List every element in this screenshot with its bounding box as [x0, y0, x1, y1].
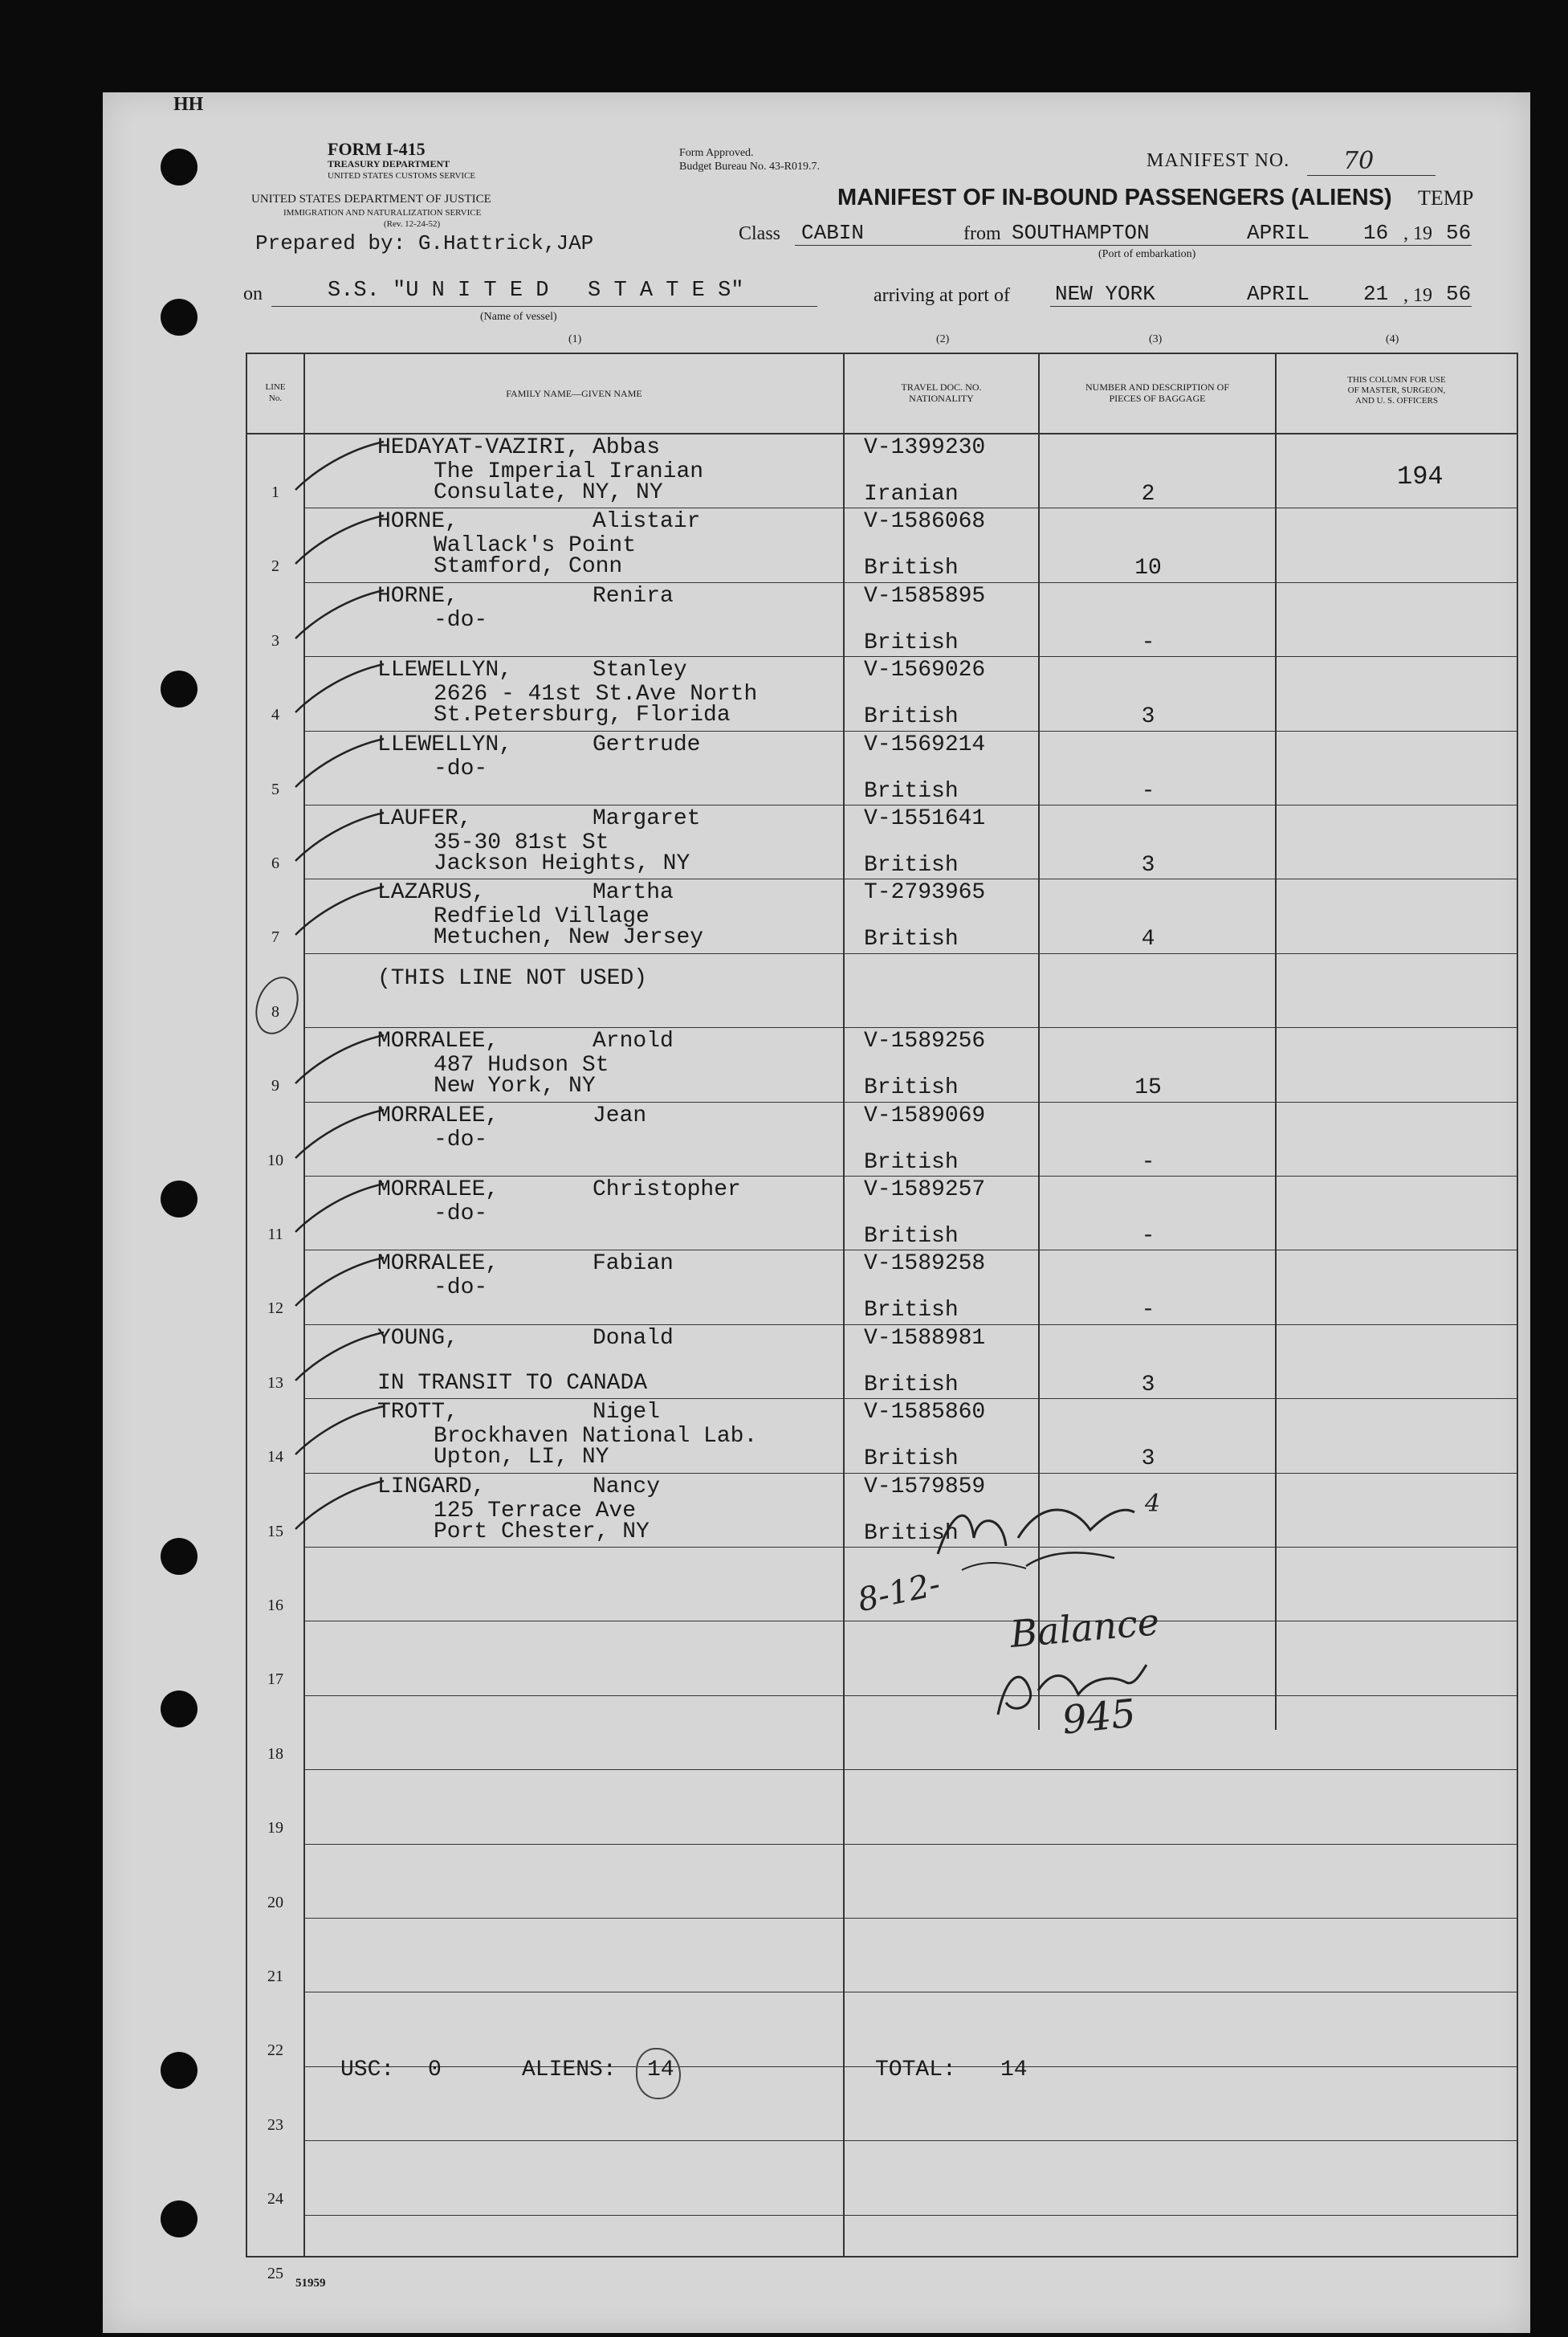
check-tick	[291, 1106, 388, 1162]
arriving-label: arriving at port of	[874, 285, 1010, 306]
col3-number: (3)	[1149, 333, 1163, 345]
passenger-address-1: -do-	[434, 1128, 488, 1152]
punch-hole	[161, 299, 198, 336]
travel-doc-number: V-1589256	[864, 1029, 986, 1054]
passenger-family-name: LLEWELLYN,	[377, 732, 513, 757]
baggage-column-divider	[1275, 353, 1277, 1730]
check-tick	[291, 1328, 388, 1385]
passenger-given-name: Stanley	[593, 658, 687, 683]
passenger-given-name: Margaret	[593, 806, 701, 831]
passenger-address-1: The Imperial Iranian	[434, 459, 704, 484]
baggage-count: -	[1141, 630, 1155, 655]
baggage-count: 2	[1141, 482, 1155, 507]
punch-hole	[161, 2052, 198, 2089]
travel-doc-number: V-1569026	[864, 658, 986, 683]
passenger-given-name: Nancy	[593, 1474, 661, 1499]
temp-mark: TEMP	[1418, 186, 1474, 210]
passenger-given-name: Jean	[593, 1103, 647, 1128]
total-label: TOTAL:	[875, 2058, 956, 2082]
punch-hole	[161, 1181, 198, 1217]
passenger-address-2: Jackson Heights, NY	[434, 851, 690, 876]
passenger-family-name: LLEWELLYN,	[377, 658, 513, 683]
passenger-family-name: HORNE,	[377, 584, 458, 609]
depart-year: 56	[1446, 221, 1472, 245]
arrive-year-prefix: , 19	[1403, 285, 1432, 306]
passenger-address-1: Redfield Village	[434, 904, 650, 929]
baggage-count: -	[1141, 1150, 1155, 1175]
line-number: 22	[267, 2041, 283, 2059]
check-tick	[291, 1254, 388, 1310]
row-divider	[305, 582, 1517, 583]
manifest-label: MANIFEST NO.	[1146, 150, 1290, 171]
line-number: 7	[271, 928, 279, 946]
passenger-address-1: -do-	[434, 1275, 488, 1300]
passenger-given-name: Nigel	[593, 1400, 661, 1425]
manifest-number: 70	[1343, 147, 1375, 175]
passenger-address-2: Port Chester, NY	[434, 1519, 650, 1544]
passenger-family-name: TROTT,	[377, 1400, 458, 1425]
punch-hole	[161, 1691, 198, 1727]
travel-doc-number: V-1589258	[864, 1251, 986, 1276]
baggage-count: 3	[1141, 1372, 1155, 1397]
nationality: British	[864, 1521, 959, 1546]
row-divider	[305, 953, 1517, 954]
nationality: Iranian	[864, 482, 959, 507]
row-divider	[305, 1027, 1517, 1028]
manifest-page	[103, 92, 1530, 2333]
passenger-given-name: Fabian	[593, 1251, 674, 1276]
passenger-address-1: 2626 - 41st St.Ave North	[434, 682, 758, 707]
usc-label: USC:	[340, 2058, 395, 2082]
passenger-given-name: Abbas	[593, 435, 661, 460]
check-tick	[291, 1180, 388, 1236]
line-number: 4	[271, 706, 279, 724]
row-divider	[305, 2140, 1517, 2141]
line-number: 24	[267, 2190, 283, 2208]
check-tick	[291, 438, 388, 494]
line-number: 3	[271, 632, 279, 650]
passenger-address-2: Upton, LI, NY	[434, 1445, 609, 1470]
travel-doc-number: V-1551641	[864, 806, 986, 831]
line-number: 21	[267, 1968, 283, 1985]
check-tick	[291, 735, 388, 791]
nationality: British	[864, 1298, 959, 1323]
travel-doc-number: V-1585860	[864, 1400, 986, 1425]
baggage-count: 10	[1134, 556, 1162, 581]
arrive-day: 21	[1363, 282, 1389, 306]
passenger-address-2: Consulate, NY, NY	[434, 480, 663, 505]
line-number: 11	[267, 1226, 283, 1243]
passenger-address-2: New York, NY	[434, 1074, 596, 1099]
line-number: 17	[267, 1670, 283, 1688]
travel-doc-number: V-1588981	[864, 1326, 986, 1351]
baggage-count: -	[1141, 1224, 1155, 1249]
form-number: FORM I-415	[328, 139, 426, 159]
baggage-count: 3	[1141, 704, 1155, 729]
check-tick	[291, 809, 388, 865]
passenger-given-name: Christopher	[593, 1177, 741, 1202]
passenger-family-name: LAZARUS,	[377, 880, 486, 905]
passenger-given-name: Alistair	[593, 509, 701, 534]
nationality: British	[864, 1075, 959, 1100]
form-approved: Form Approved.	[679, 147, 754, 159]
check-tick	[291, 1402, 388, 1458]
line-number: 19	[267, 1819, 283, 1837]
customs-service: UNITED STATES CUSTOMS SERVICE	[328, 171, 476, 181]
handwritten-signature	[930, 1490, 1138, 1578]
passenger-family-name: LINGARD,	[377, 1474, 486, 1499]
baggage-count: -	[1141, 779, 1155, 804]
on-label: on	[243, 283, 263, 304]
line-number: 23	[267, 2116, 283, 2134]
check-tick	[291, 586, 388, 642]
punch-hole	[161, 1538, 198, 1575]
table-right-border	[1517, 353, 1518, 2257]
row-divider	[305, 1473, 1517, 1474]
handwritten-date: 8-12-	[854, 1565, 944, 1620]
vessel-underline	[271, 306, 817, 307]
punch-hole	[161, 671, 198, 708]
line-number: 14	[267, 1448, 283, 1466]
passenger-family-name: LAUFER,	[377, 806, 472, 831]
total-value: 14	[1000, 2058, 1028, 2082]
revision: (Rev. 12-24-52)	[384, 219, 441, 229]
aliens-value: 14	[647, 2058, 674, 2082]
line-number: 20	[267, 1894, 283, 1911]
line-number: 18	[267, 1745, 283, 1763]
row-divider	[305, 1918, 1517, 1919]
col2-number: (2)	[936, 333, 950, 345]
passenger-family-name: HORNE,	[377, 509, 458, 534]
travel-doc-number: V-1399230	[864, 435, 986, 460]
passenger-address-2: Metuchen, New Jersey	[434, 925, 704, 950]
travel-doc-number: V-1586068	[864, 509, 986, 534]
budget-bureau: Budget Bureau No. 43-R019.7.	[679, 161, 820, 173]
passenger-given-name: Gertrude	[593, 732, 701, 757]
row-divider	[305, 731, 1517, 732]
baggage-count: 4	[1141, 927, 1155, 952]
ins-service: IMMIGRATION AND NATURALIZATION SERVICE	[283, 208, 482, 218]
row-divider	[305, 1769, 1517, 1770]
footer-code: 51959	[295, 2277, 326, 2290]
nationality: British	[864, 630, 959, 655]
baggage-count: -	[1141, 1298, 1155, 1323]
class-value: CABIN	[801, 221, 865, 245]
aliens-label: ALIENS:	[522, 2058, 617, 2082]
line-number: 8	[271, 1003, 279, 1021]
row-divider	[305, 1176, 1517, 1177]
check-tick	[291, 1477, 388, 1533]
row-divider	[305, 1398, 1517, 1399]
table-bottom-border	[246, 2256, 1518, 2257]
corner-mark: HH	[173, 94, 204, 115]
officer-number: 194	[1397, 462, 1444, 491]
row-divider	[305, 1695, 1517, 1696]
passenger-family-name: MORRALEE,	[377, 1251, 499, 1276]
check-tick	[291, 660, 388, 716]
passenger-address-1: -do-	[434, 757, 488, 781]
nationality: British	[864, 1446, 959, 1471]
baggage-count: 15	[1134, 1075, 1162, 1100]
passenger-given-name: Donald	[593, 1326, 674, 1351]
from-value: SOUTHAMPTON	[1012, 221, 1150, 245]
passenger-address-1: 35-30 81st St	[434, 830, 609, 855]
table-top-border	[246, 353, 1518, 354]
port-embark-note: (Port of embarkation)	[1098, 248, 1196, 260]
line-number: 25	[267, 2265, 283, 2282]
line-number: 9	[271, 1077, 279, 1095]
row-divider	[305, 1324, 1517, 1325]
check-tick	[291, 512, 388, 568]
line-number: 12	[267, 1299, 283, 1317]
nationality: British	[864, 927, 959, 952]
handwritten-balance: Balance	[1008, 1599, 1161, 1657]
line-number: 6	[271, 854, 279, 872]
row-divider	[305, 1844, 1517, 1845]
line-number: 13	[267, 1374, 283, 1392]
passenger-address-1: Wallack's Point	[434, 533, 637, 558]
passenger-family-name: MORRALEE,	[377, 1029, 499, 1054]
nationality: British	[864, 556, 959, 581]
travel-doc-number: V-1589069	[864, 1103, 986, 1128]
row-divider	[305, 805, 1517, 806]
header-baggage: NUMBER AND DESCRIPTION OF PIECES OF BAGGAGE	[1085, 381, 1230, 404]
from-underline	[1010, 245, 1472, 246]
passenger-address-1: Brockhaven National Lab.	[434, 1424, 758, 1449]
line-number: 15	[267, 1523, 283, 1540]
passenger-address-1: -do-	[434, 1201, 488, 1226]
check-tick	[291, 1031, 388, 1087]
row-divider	[305, 1547, 1517, 1548]
line-number: 1	[271, 483, 279, 501]
header-line-no: LINE No.	[265, 382, 286, 403]
punch-hole	[161, 2200, 198, 2237]
manifest-title: MANIFEST OF IN-BOUND PASSENGERS (ALIENS)	[837, 185, 1392, 210]
header-travel: TRAVEL DOC. NO. NATIONALITY	[901, 381, 982, 404]
travel-doc-number: V-1585895	[864, 584, 986, 609]
passenger-given-name: Renira	[593, 584, 674, 609]
row-divider	[305, 2215, 1517, 2216]
manifest-underline	[1307, 175, 1436, 176]
header-officers: THIS COLUMN FOR USE OF MASTER, SURGEON, AND U. S. OFFICERS	[1347, 375, 1446, 406]
travel-doc-number: V-1589257	[864, 1177, 986, 1202]
passenger-family-name: HEDAYAT-VAZIRI,	[377, 435, 580, 460]
nationality: British	[864, 1150, 959, 1175]
baggage-count: 3	[1141, 853, 1155, 878]
check-tick	[291, 883, 388, 939]
line8-circle	[248, 971, 306, 1041]
passenger-given-name: Martha	[593, 880, 674, 905]
passenger-address-2: IN TRANSIT TO CANADA	[377, 1371, 648, 1396]
table-left-border	[246, 353, 247, 2257]
handwritten-four: 4	[1145, 1490, 1161, 1518]
class-label: Class	[739, 223, 781, 244]
line-number: 10	[267, 1152, 283, 1169]
depart-year-prefix: , 19	[1403, 223, 1432, 244]
passenger-address-2: Stamford, Conn	[434, 554, 623, 579]
vessel-note: (Name of vessel)	[480, 311, 557, 323]
baggage-count: 3	[1141, 1446, 1155, 1471]
travel-doc-number: V-1569214	[864, 732, 986, 757]
nationality: British	[864, 704, 959, 729]
travel-doc-number: T-2793965	[864, 880, 986, 905]
nationality: British	[864, 779, 959, 804]
passenger-family-name: MORRALEE,	[377, 1177, 499, 1202]
col1-number: (1)	[568, 333, 582, 345]
treasury-dept: TREASURY DEPARTMENT	[328, 158, 450, 169]
row-divider	[305, 656, 1517, 657]
depart-day: 16	[1363, 221, 1389, 245]
depart-month: APRIL	[1247, 221, 1310, 245]
aliens-circle	[636, 2048, 681, 2099]
vessel-name: S.S. "U N I T E D S T A T E S"	[328, 279, 744, 303]
name-column-divider	[843, 353, 845, 2257]
passenger-family-name: YOUNG,	[377, 1326, 458, 1351]
nationality: British	[864, 853, 959, 878]
justice-dept: UNITED STATES DEPARTMENT OF JUSTICE	[251, 193, 491, 206]
prepared-by: Prepared by: G.Hattrick,JAP	[255, 231, 594, 255]
passenger-given-name: Arnold	[593, 1029, 674, 1054]
header-bottom-border	[246, 433, 1518, 434]
line-number: 16	[267, 1597, 283, 1614]
passenger-address-1: 125 Terrace Ave	[434, 1499, 637, 1523]
line-number: 5	[271, 781, 279, 798]
passenger-address-1: -do-	[434, 608, 488, 633]
line-not-used: (THIS LINE NOT USED)	[377, 966, 648, 991]
header-name: FAMILY NAME—GIVEN NAME	[506, 388, 642, 399]
travel-doc-number: V-1579859	[864, 1474, 986, 1499]
arrive-month: APRIL	[1247, 282, 1310, 306]
from-label: from	[963, 223, 1001, 244]
nationality: British	[864, 1224, 959, 1249]
passenger-address-2: St.Petersburg, Florida	[434, 703, 731, 728]
passenger-family-name: MORRALEE,	[377, 1103, 499, 1128]
usc-value: 0	[428, 2058, 442, 2082]
row-divider	[305, 1102, 1517, 1103]
arrive-year: 56	[1446, 282, 1472, 306]
arrive-port: NEW YORK	[1055, 282, 1155, 306]
arrive-underline	[1050, 306, 1472, 307]
handwritten-code: 945	[1060, 1691, 1138, 1744]
passenger-address-1: 487 Hudson St	[434, 1053, 609, 1078]
line-number: 2	[271, 557, 279, 575]
nationality: British	[864, 1372, 959, 1397]
punch-hole	[161, 149, 198, 186]
col4-number: (4)	[1386, 333, 1399, 345]
